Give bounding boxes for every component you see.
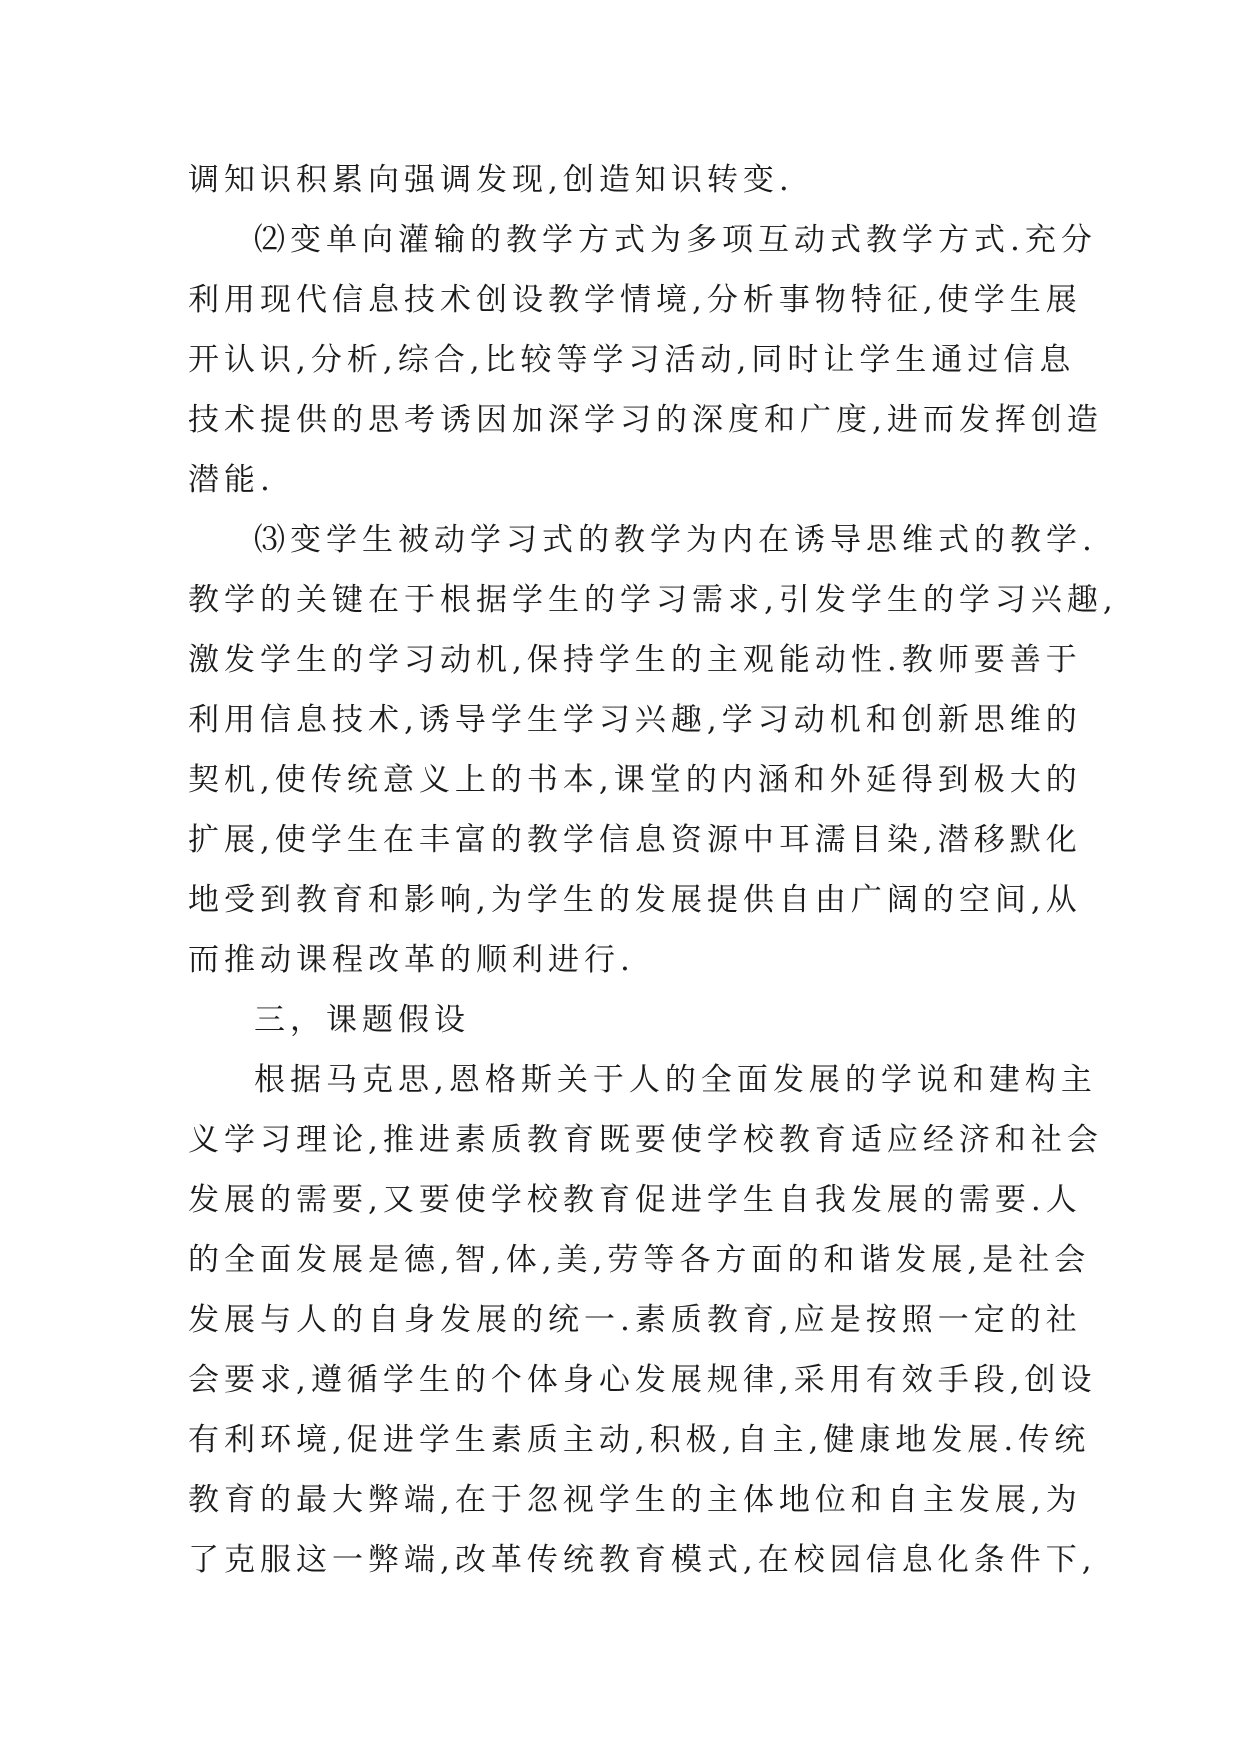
text-line: 义学习理论,推进素质教育既要使学校教育适应经济和社会	[188, 1122, 1103, 1158]
body-text	[188, 150, 1118, 1590]
text-line: 潜能.	[188, 462, 275, 498]
text-line: 利用现代信息技术创设教学情境,分析事物特征,使学生展	[188, 282, 1082, 318]
text-line: 发展与人的自身发展的统一.素质教育,应是按照一定的社	[188, 1302, 1082, 1338]
text-line: 契机,使传统意义上的书本,课堂的内涵和外延得到极大的	[188, 762, 1082, 798]
text-line: 发展的需要,又要使学校教育促进学生自我发展的需要.人	[188, 1182, 1082, 1218]
text-line: 扩展,使学生在丰富的教学信息资源中耳濡目染,潜移默化	[188, 822, 1082, 858]
text-line: ⑵变单向灌输的教学方式为多项互动式教学方式.充分	[254, 222, 1097, 258]
text-line: 了克服这一弊端,改革传统教育模式,在校园信息化条件下,	[188, 1542, 1097, 1578]
text-line: 的全面发展是德,智,体,美,劳等各方面的和谐发展,是社会	[188, 1242, 1091, 1278]
text-line: 开认识,分析,综合,比较等学习活动,同时让学生通过信息	[188, 342, 1076, 378]
text-line: 教学的关键在于根据学生的学习需求,引发学生的学习兴趣,	[188, 582, 1118, 618]
text-line: 根据马克思,恩格斯关于人的全面发展的学说和建构主	[254, 1062, 1097, 1098]
text-line: 教育的最大弊端,在于忽视学生的主体地位和自主发展,为	[188, 1482, 1082, 1518]
text-line: 激发学生的学习动机,保持学生的主观能动性.教师要善于	[188, 642, 1082, 678]
text-line: 调知识积累向强调发现,创造知识转变.	[188, 162, 794, 198]
text-line: 会要求,遵循学生的个体身心发展规律,采用有效手段,创设	[188, 1362, 1097, 1398]
text-line: 地受到教育和影响,为学生的发展提供自由广阔的空间,从	[188, 882, 1082, 918]
text-line: 利用信息技术,诱导学生学习兴趣,学习动机和创新思维的	[188, 702, 1082, 738]
text-line: 技术提供的思考诱因加深学习的深度和广度,进而发挥创造	[188, 402, 1103, 438]
text-line: 三，课题假设	[254, 1002, 470, 1038]
text-line: 而推动课程改革的顺利进行.	[188, 942, 635, 978]
text-line: ⑶变学生被动学习式的教学为内在诱导思维式的教学.	[254, 522, 1097, 558]
text-line: 有利环境,促进学生素质主动,积极,自主,健康地发展.传统	[188, 1422, 1091, 1458]
